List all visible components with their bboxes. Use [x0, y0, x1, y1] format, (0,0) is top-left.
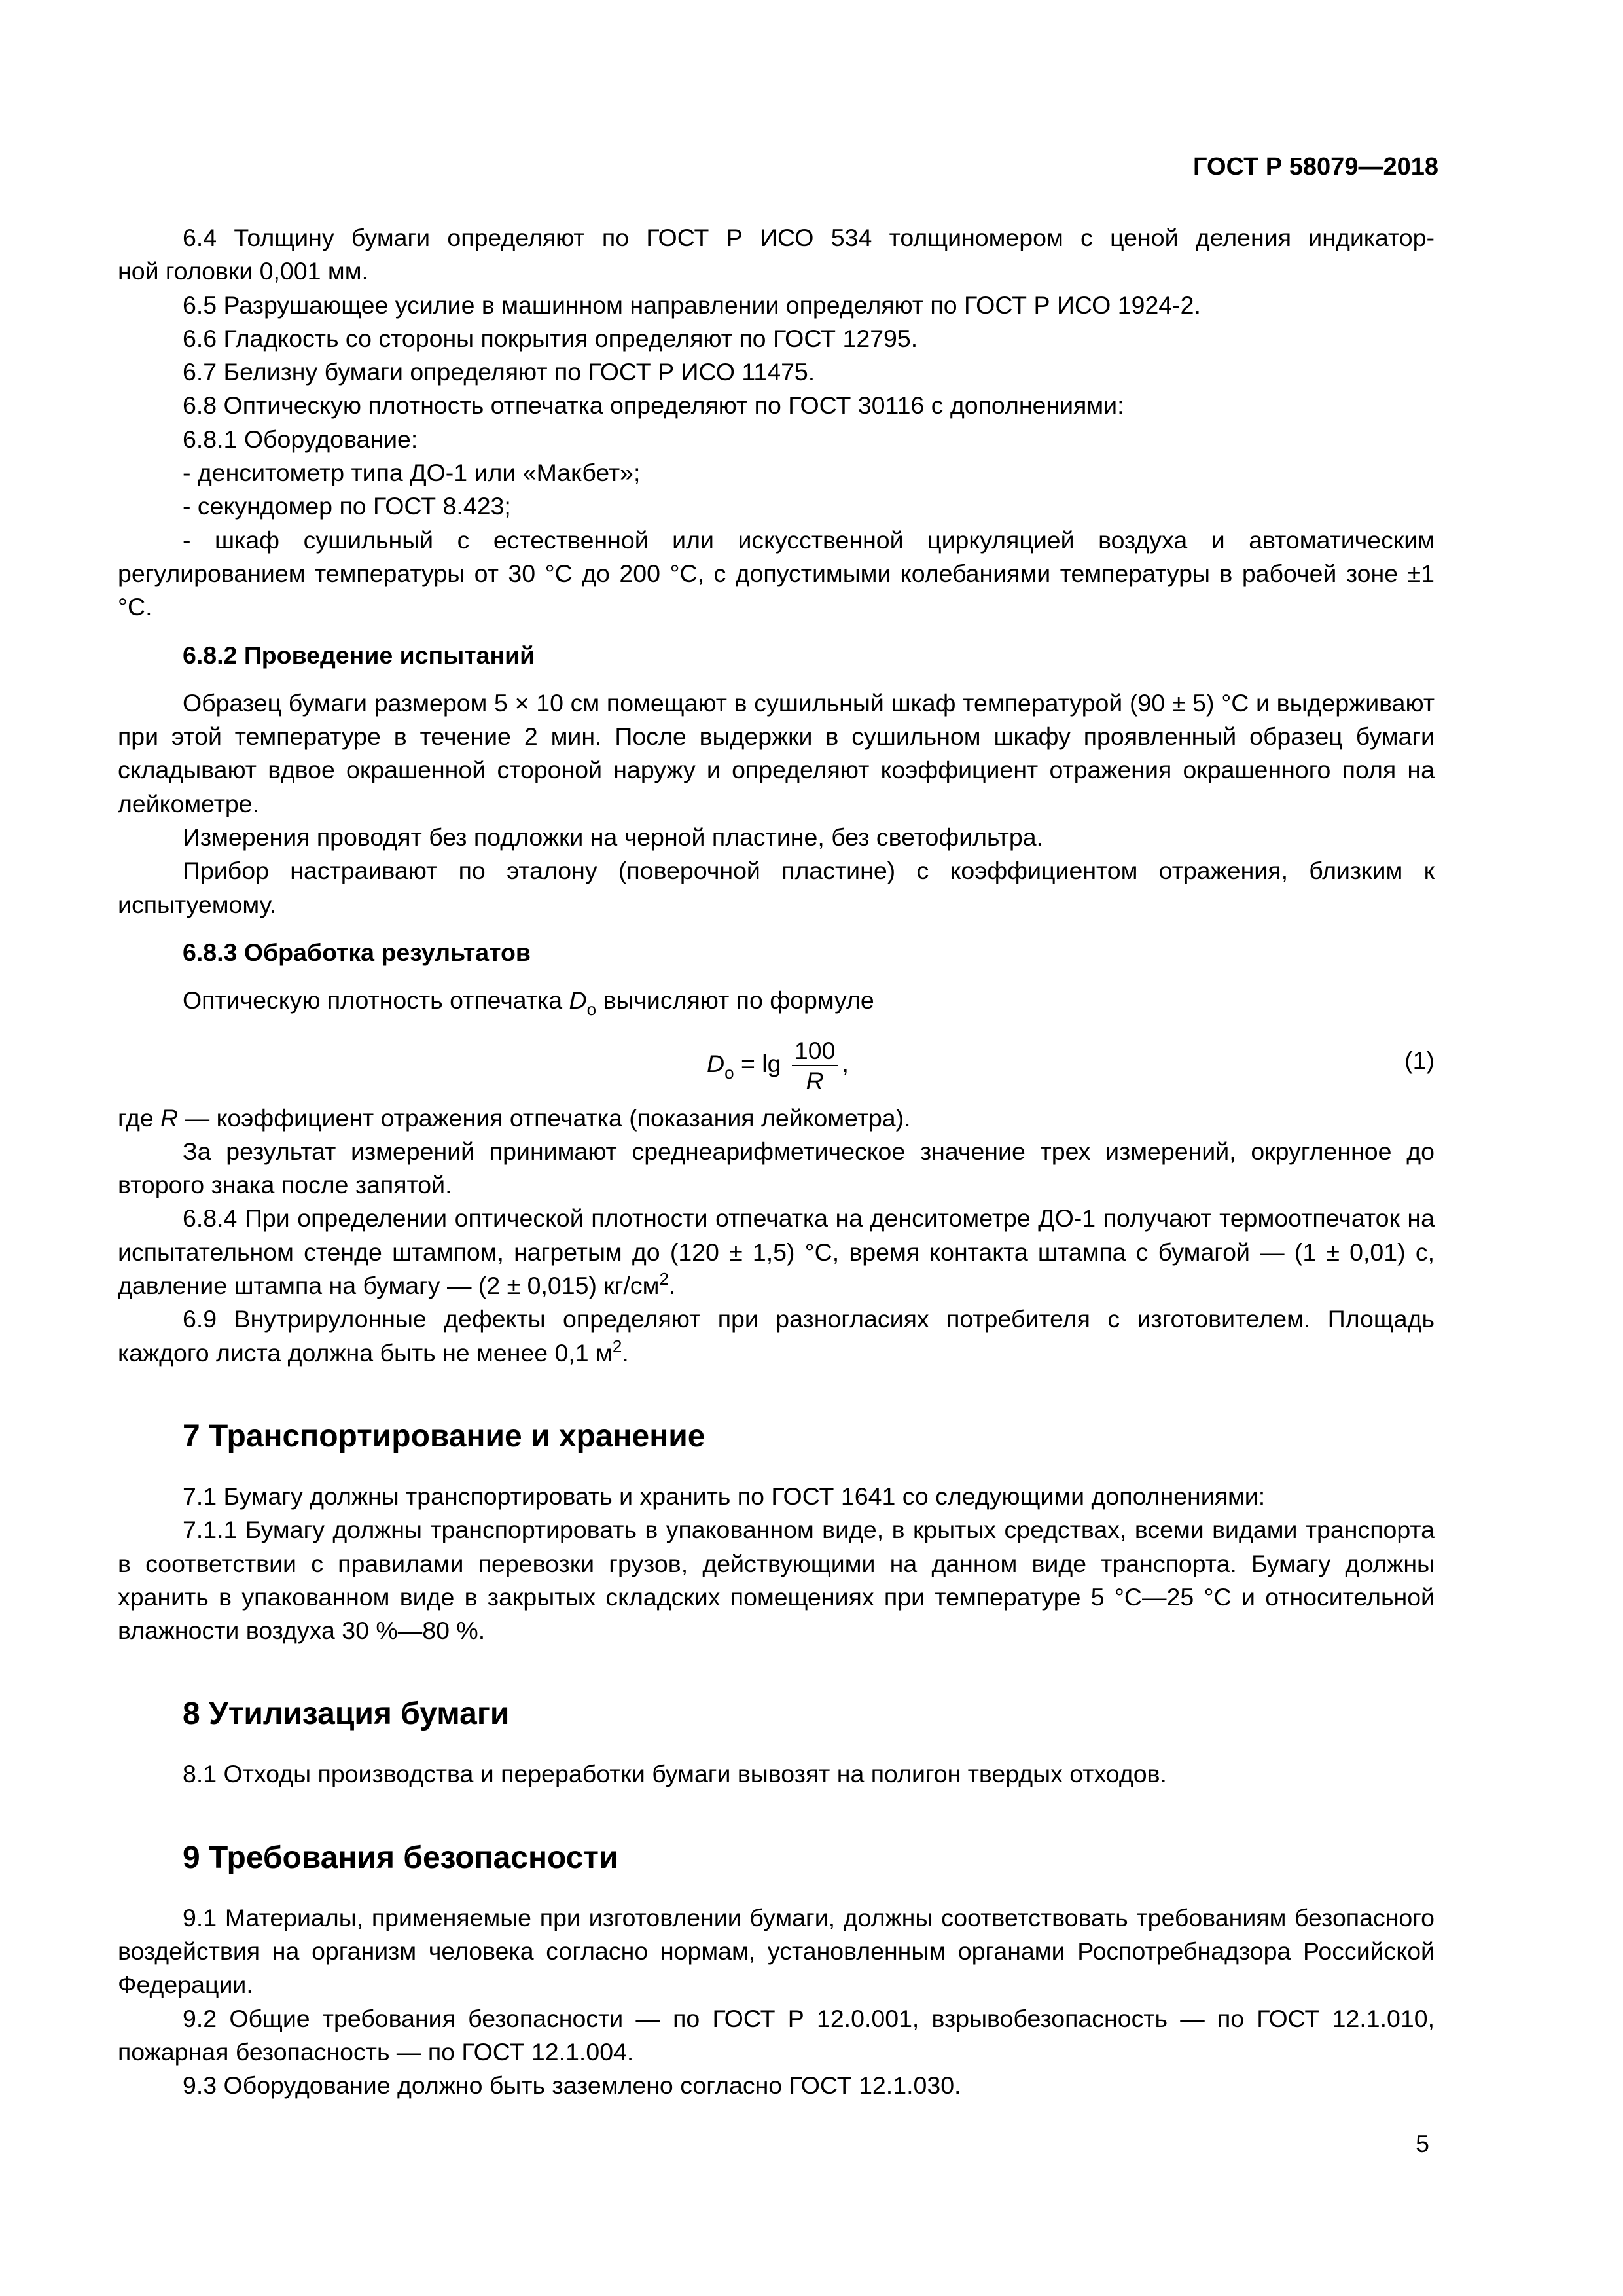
document-body [118, 221, 1435, 2102]
section-8-heading: 8 Утилизация бумаги [183, 1696, 510, 1732]
paragraph-sample-preparation: Образец бумаги размером 5 × 10 см помещают в сушильный шкаф температурой (90 ± 5) °С и выдерживают при этой температуре в течение 2 мин. После выдержки в сушильном шкафу проявленный образец бумаги складывают вдвое окрашенной стороной наружу и определяют коэффициент отражения окрашенного поля на лейкометре. [118, 689, 1435, 817]
paragraph-formula-intro: Оптическую плотность отпечатка $D_о$ вычисляют по формуле [183, 986, 874, 1020]
section-9-heading: 9 Требования безопасности [183, 1840, 618, 1875]
paragraph-6-8-1: 6.8.1 Оборудование: [183, 425, 418, 453]
formula-number: (1) [1404, 1046, 1435, 1074]
paragraph-6-8-4: 6.8.4 При определении оптической плотности отпечатка на денситометре ДО-1 получают термоотпечаток на испытательном стенде штампом, нагретым до (120 ± 1,5) °С, время контакта штампа с бумагой — (1 ± 0,01) с, давление штампа на бумагу — (2 ± 0,015) $кг/см^2$. [118, 1204, 1435, 1300]
paragraph-9-3: 9.3 Оборудование должно быть заземлено согласно ГОСТ 12.1.030. [183, 2072, 961, 2100]
paragraph-device-calibration: Прибор настраивают по эталону (поверочной пластине) с коэффициентом отражения, близким к испытуемому. [118, 857, 1435, 918]
paragraph-formula-where: где R — коэффициент отражения отпечатка (показания лейкометра). [118, 1103, 911, 1132]
formula-expression: $D_о = \lg$ $\frac{100}{R}$ , [707, 1036, 849, 1094]
page-number: 5 [1416, 2130, 1429, 2157]
formula-1 [118, 1024, 1435, 1096]
list-item: - шкаф сушильный с естественной или искусственной циркуляцией воздуха и автоматическим регулированием температуры от 30 °С до 200 °С, с допустимыми колебаниями температуры в рабочей зоне ±1 °С. [118, 526, 1435, 621]
paragraph-9-1: 9.1 Материалы, применяемые при изготовлении бумаги, должны соответствовать требованиям безопасного воздействия на организм человека согласно нормам, установленным органами Роспотребнадзора Российской Федерации. [118, 1903, 1435, 1999]
paragraph-6-5: 6.5 Разрушающее усилие в машинном направлении определяют по ГОСТ Р ИСО 1924-2. [183, 291, 1201, 319]
paragraph-7-1: 7.1 Бумагу должны транспортировать и хранить по ГОСТ 1641 со следующими дополнениями: [183, 1482, 1266, 1510]
paragraph-7-1-1: 7.1.1 Бумагу должны транспортировать в упакованном виде, в крытых средствах, всеми видами транспорта в соответствии с правилами перевозки грузов, действующими на данном виде транспорта. Бумагу должны хранить в упакованном виде в закрытых складских помещениях при температуре 5 °С—25 °С и относительной влажности воздуха 30 %—80 %. [118, 1516, 1435, 1645]
paragraph-result: За результат измерений принимают среднеарифметическое значение трех измерений, округленное до второго знака после запятой. [118, 1137, 1435, 1199]
document-code-header: ГОСТ Р 58079—2018 [1193, 153, 1438, 181]
section-7-heading: 7 Транспортирование и хранение [183, 1418, 705, 1454]
paragraph-6-4-continuation: ной головки 0,001 мм. [118, 257, 368, 285]
list-item: - секундомер по ГОСТ 8.423; [183, 492, 511, 520]
paragraph-measurement-conditions: Измерения проводят без подложки на черной пластине, без светофильтра. [183, 823, 1043, 852]
paragraph-6-8: 6.8 Оптическую плотность отпечатка определяют по ГОСТ 30116 с дополнениями: [183, 391, 1124, 420]
paragraph-6-6: 6.6 Гладкость со стороны покрытия определяют по ГОСТ 12795. [183, 324, 918, 352]
paragraph-8-1: 8.1 Отходы производства и переработки бумаги вывозят на полигон твердых отходов. [183, 1760, 1167, 1788]
list-item: - денситометр типа ДО-1 или «Макбет»; [183, 459, 641, 487]
subheading-6-8-3: 6.8.3 Обработка результатов [183, 938, 531, 966]
paragraph-6-7: 6.7 Белизну бумаги определяют по ГОСТ Р ИСО 11475. [183, 358, 815, 386]
paragraph-6-9: 6.9 Внутрирулонные дефекты определяют при разногласиях потребителя с изготовителем. Площадь каждого листа должна быть не менее 0,1 $м^2$. [118, 1305, 1435, 1367]
formula-fraction: $\frac{100}{R}$ [792, 1036, 838, 1095]
paragraph-6-4: 6.4 Толщину бумаги определяют по ГОСТ Р ИСО 534 толщиномером с ценой деления индикатор- [183, 224, 1435, 251]
subheading-6-8-2: 6.8.2 Проведение испытаний [183, 641, 535, 669]
paragraph-9-2: 9.2 Общие требования безопасности — по ГОСТ Р 12.0.001, взрывобезопасность — по ГОСТ 12.1.010, пожарная безопасность — по ГОСТ 12.1.004. [118, 2004, 1435, 2066]
